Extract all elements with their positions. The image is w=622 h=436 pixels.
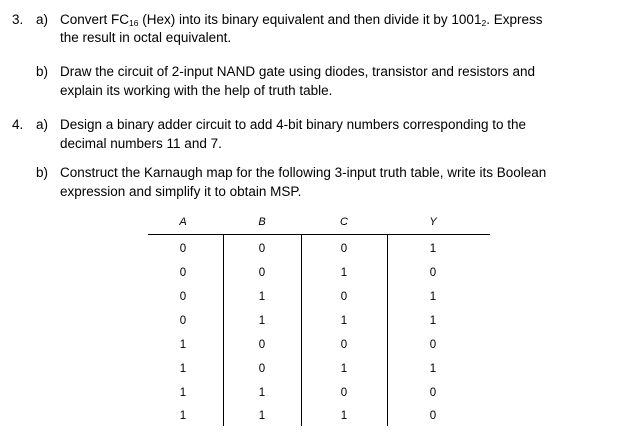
truth-table [148, 212, 490, 426]
column-divider-cy [387, 234, 388, 426]
cell-r4-b: 0 [258, 339, 266, 351]
cell-r7-a: 1 [179, 410, 187, 422]
cell-r0-c: 0 [340, 243, 348, 255]
question-3b-label: b) [36, 64, 49, 79]
cell-r2-b: 1 [258, 291, 266, 303]
cell-r0-b: 0 [258, 243, 266, 255]
question-3a-line-1 [60, 12, 542, 28]
header-c: C [340, 216, 348, 228]
cell-r4-a: 1 [179, 339, 187, 351]
question-3-number: 3. [12, 12, 24, 27]
cell-r5-c: 1 [340, 363, 348, 375]
cell-r4-c: 0 [340, 339, 348, 351]
cell-r6-y: 0 [429, 387, 437, 399]
cell-r5-y: 1 [429, 363, 437, 375]
cell-r2-y: 1 [429, 291, 437, 303]
header-a: A [179, 216, 187, 228]
question-3a-line-2: the result in octal equivalent. [60, 30, 232, 45]
cell-r3-c: 1 [340, 315, 348, 327]
cell-r7-c: 1 [340, 410, 348, 422]
question-3a-text-post: . Express [486, 12, 543, 27]
question-3b-line-2: explain its working with the help of truth table. [60, 83, 333, 98]
cell-r3-a: 0 [179, 315, 187, 327]
cell-r0-a: 0 [179, 243, 187, 255]
cell-r5-a: 1 [179, 363, 187, 375]
question-4a-line-1: Design a binary adder circuit to add 4-bit binary numbers corresponding to the [60, 117, 527, 132]
cell-r2-a: 0 [179, 291, 187, 303]
cell-r7-b: 1 [258, 410, 266, 422]
header-rule [148, 234, 490, 235]
question-3b-line-1: Draw the circuit of 2-input NAND gate using diodes, transistor and resistors and [60, 64, 535, 79]
question-4a-line-2: decimal numbers 11 and 7. [60, 136, 222, 151]
column-divider-ab [223, 234, 224, 426]
cell-r1-a: 0 [179, 267, 187, 279]
cell-r2-c: 0 [340, 291, 348, 303]
cell-r1-c: 1 [340, 267, 348, 279]
cell-r6-b: 1 [258, 387, 266, 399]
cell-r3-b: 1 [258, 315, 266, 327]
cell-r3-y: 1 [429, 315, 437, 327]
cell-r5-b: 0 [258, 363, 266, 375]
cell-r1-y: 0 [429, 267, 437, 279]
question-4a-label: a) [36, 117, 49, 132]
cell-r0-y: 1 [429, 243, 437, 255]
question-3a-sub-2: 2 [481, 18, 487, 28]
question-3a-text-mid: (Hex) into its binary equivalent and then divide it by 1001 [138, 12, 482, 27]
question-3a-sub-16: 16 [129, 18, 139, 28]
column-divider-bc [301, 234, 302, 426]
question-4-number: 4. [12, 117, 24, 132]
cell-r6-c: 0 [340, 387, 348, 399]
question-3a-label: a) [36, 12, 49, 27]
header-b: B [258, 216, 266, 228]
cell-r7-y: 0 [429, 410, 437, 422]
header-y: Y [429, 216, 437, 228]
cell-r4-y: 0 [429, 339, 437, 351]
question-4b-line-1: Construct the Karnaugh map for the following 3-input truth table, write its Boolean [60, 165, 547, 180]
question-4b-line-2: expression and simplify it to obtain MSP. [60, 184, 302, 199]
cell-r6-a: 1 [179, 387, 187, 399]
question-4b-label: b) [36, 165, 49, 180]
cell-r1-b: 0 [258, 267, 266, 279]
question-3a-text-pre: Convert FC [60, 12, 130, 27]
